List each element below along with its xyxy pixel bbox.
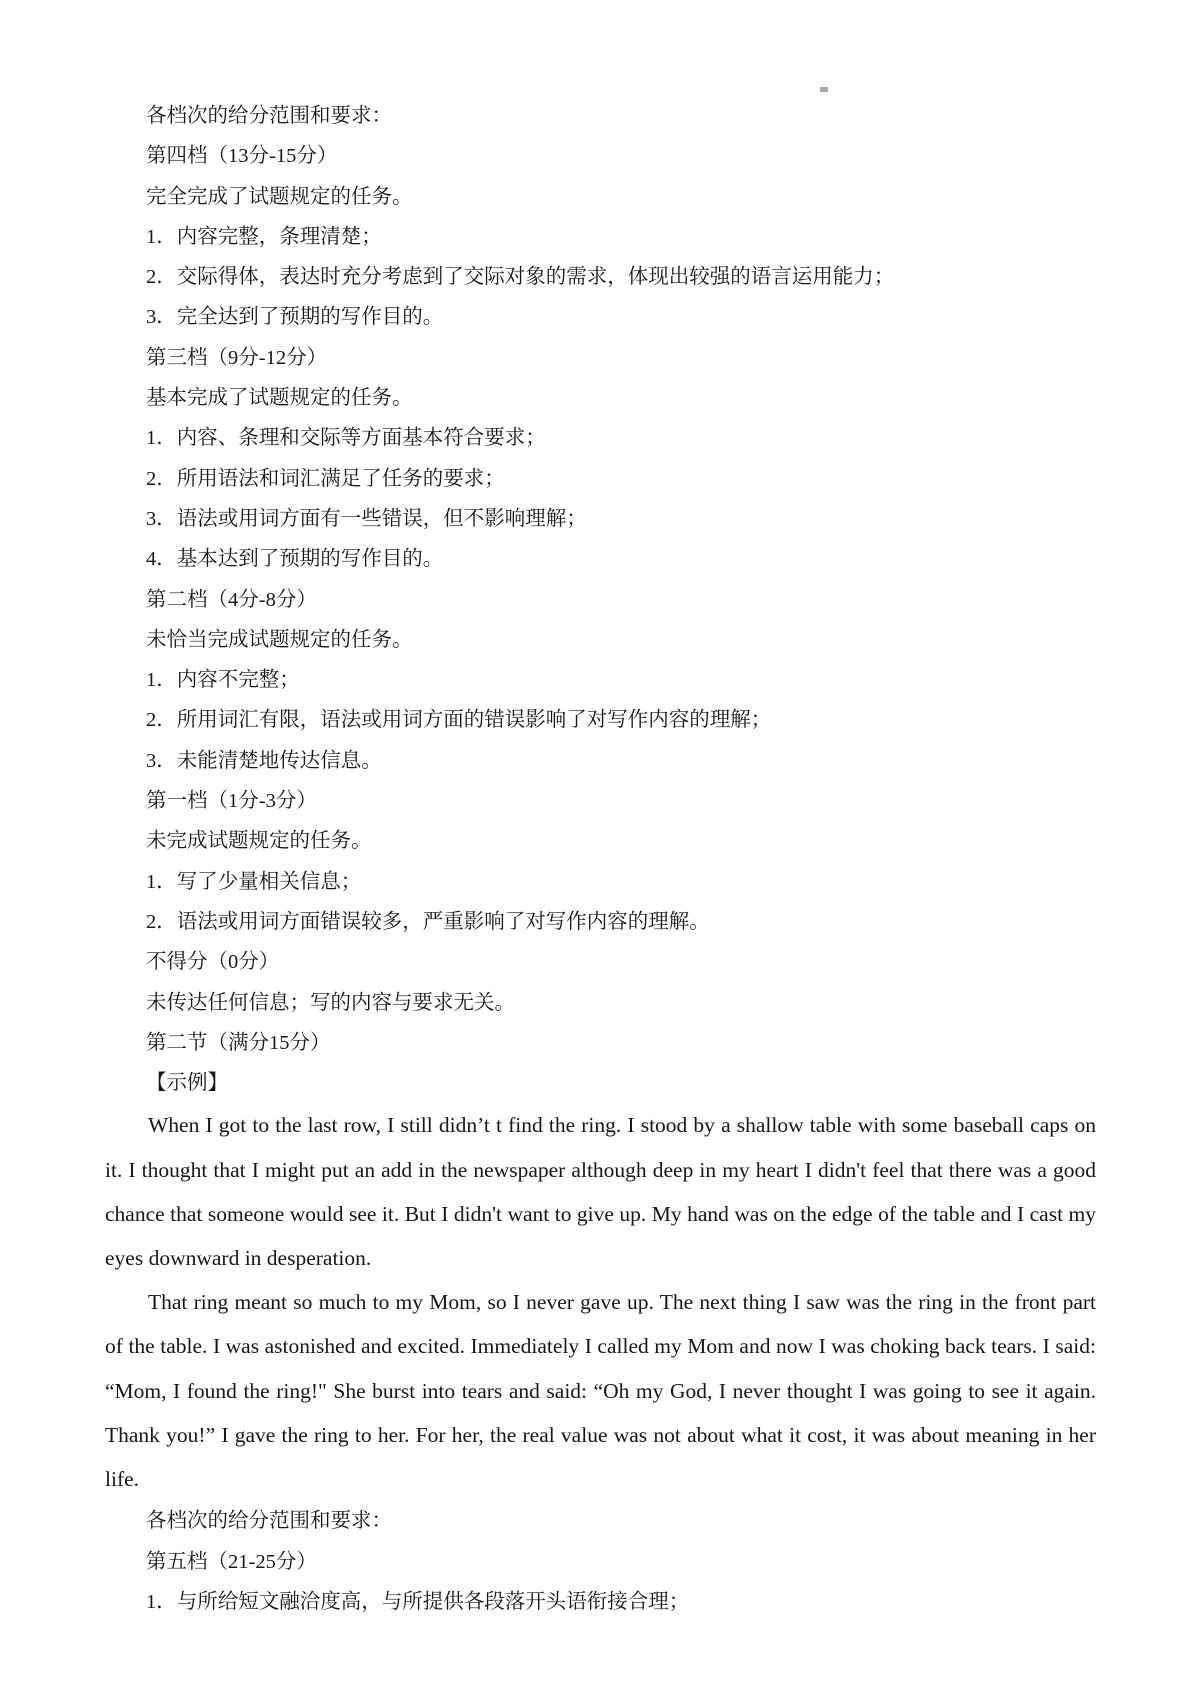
rubric-band-3-item-4: 4．基本达到了预期的写作目的。 — [146, 548, 444, 571]
essay-paragraph-2: That ring meant so much to my Mom, so I never gave up. The next thing I saw was the ring in the front part of the table. I was astonished and excited. Immediately I called my Mom and now I was choking back tears. I said: “Mom, I found the ring!" She burst into tears and said: “Oh my God, I never thought I was going to see it again. Thank you!” I gave the ring to her. For her, the real value was not about what it cost, it was about meaning in her life. — [105, 1290, 1096, 1492]
rubric-intro-line-2: 各档次的给分范围和要求： — [146, 1510, 392, 1533]
rubric-band-3-summary: 基本完成了试题规定的任务。 — [146, 387, 413, 410]
rubric-band-0-heading: 不得分（0分） — [146, 951, 280, 974]
rubric-band-4-item-1: 1．内容完整，条理清楚； — [146, 225, 382, 248]
rubric-band-1-heading: 第一档（1分-3分） — [146, 790, 317, 813]
rubric-band-2-item-2: 2．所用词汇有限，语法或用词方面的错误影响了对写作内容的理解； — [146, 709, 772, 732]
rubric-band-0-summary: 未传达任何信息；写的内容与要求无关。 — [146, 991, 515, 1014]
rubric-band-2-heading: 第二档（4分-8分） — [146, 588, 317, 611]
rubric-band-1-item-1: 1．写了少量相关信息； — [146, 870, 362, 893]
rubric-band-4-heading: 第四档（13分-15分） — [146, 145, 338, 168]
rubric-band-4-summary: 完全完成了试题规定的任务。 — [146, 185, 413, 208]
rubric-band-2-item-3: 3．未能清楚地传达信息。 — [146, 749, 382, 772]
rubric-band-3-item-2: 2．所用语法和词汇满足了任务的要求； — [146, 467, 505, 490]
essay-paragraph-1: When I got to the last row, I still didn’t t find the ring. I stood by a shallow table with some baseball caps on it. I thought that I might put an add in the newspaper although deep in my heart I didn't feel that there was a good chance that someone would see it. But I didn't want to give up. My hand was on the edge of the table and I cast my eyes downward in desperation. — [105, 1113, 1096, 1271]
rubric-band-2-item-1: 1．内容不完整； — [146, 669, 300, 692]
document-body — [105, 96, 1096, 1622]
rubric-band-4-item-2: 2．交际得体，表达时充分考虑到了交际对象的需求，体现出较强的语言运用能力； — [146, 266, 895, 289]
section-2-heading: 第二节（满分15分） — [146, 1031, 331, 1054]
rubric-intro-line: 各档次的给分范围和要求： — [146, 105, 392, 127]
rubric-band-1-summary: 未完成试题规定的任务。 — [146, 830, 372, 853]
rubric-band-5-heading: 第五档（21-25分） — [146, 1550, 317, 1573]
rubric-band-1-item-2: 2．语法或用词方面错误较多，严重影响了对写作内容的理解。 — [146, 910, 710, 933]
rubric-band-4-item-3: 3．完全达到了预期的写作目的。 — [146, 306, 444, 329]
rubric-band-2-summary: 未恰当完成试题规定的任务。 — [146, 628, 413, 651]
smudge-mark — [820, 87, 828, 92]
rubric-band-3-item-3: 3．语法或用词方面有一些错误，但不影响理解； — [146, 507, 587, 530]
sample-label: 【示例】 — [146, 1072, 228, 1095]
rubric-band-3-item-1: 1．内容、条理和交际等方面基本符合要求； — [146, 427, 546, 450]
rubric-band-3-heading: 第三档（9分-12分） — [146, 346, 328, 369]
rubric-band-5-item-1: 1．与所给短文融洽度高，与所提供各段落开头语衔接合理； — [146, 1590, 690, 1613]
